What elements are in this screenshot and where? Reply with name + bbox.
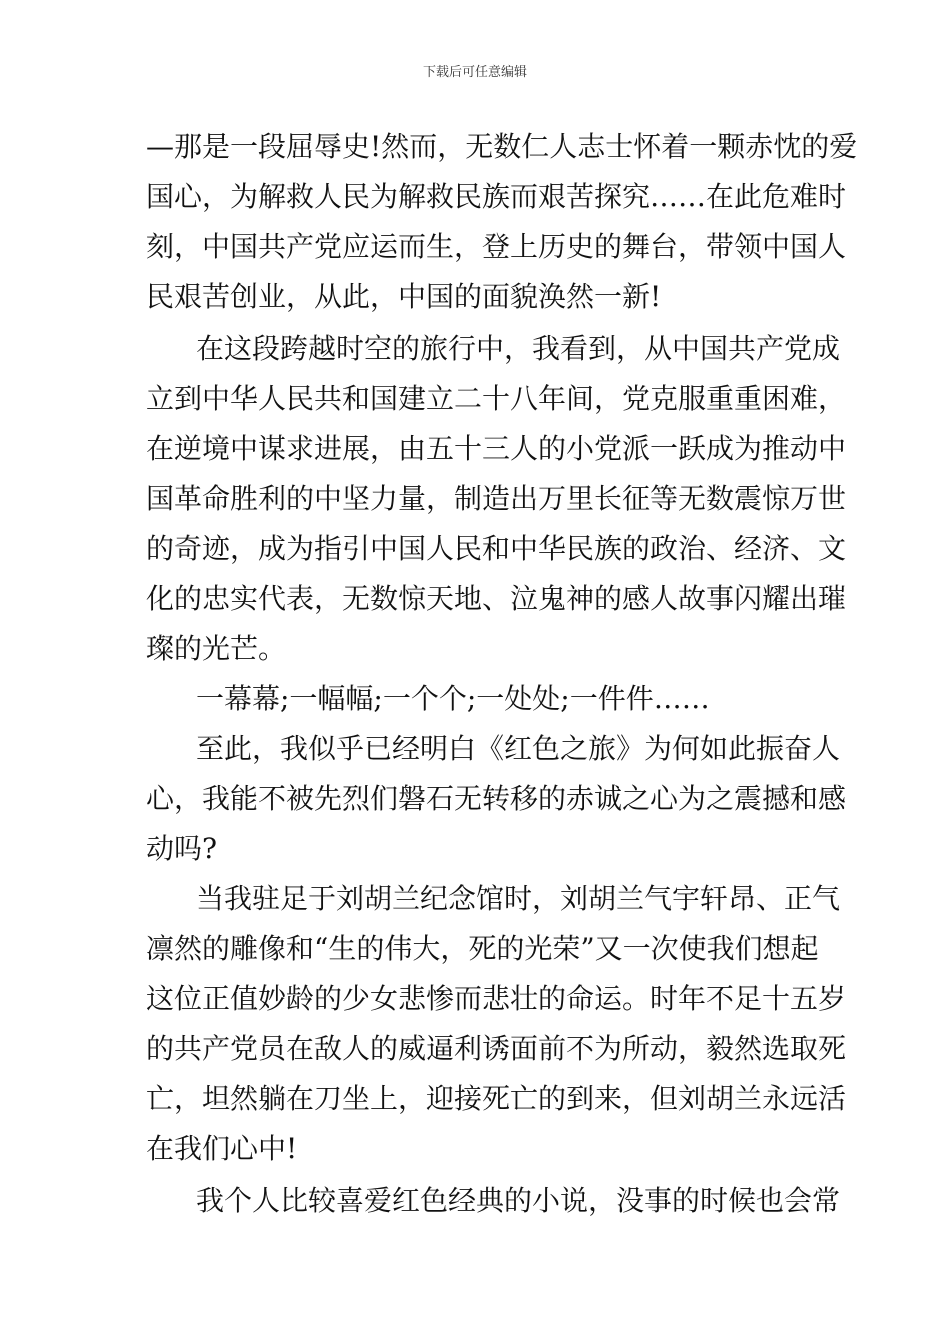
page-header: 下载后可任意编辑 (422, 65, 527, 80)
text-line: 一幕幕;一幅幅;一个个;一处处;一件件…… (196, 682, 710, 715)
text-line: 亡，坦然躺在刀坐上，迎接死亡的到来，但刘胡兰永远活 (146, 1082, 847, 1115)
text-line: 立到中华人民共和国建立二十八年间，党克服重重困难， (146, 382, 847, 415)
text-line: —那是一段屈辱史!然而，无数仁人志士怀着一颗赤忱的爱 (146, 130, 858, 163)
text-line: 国革命胜利的中坚力量，制造出万里长征等无数震惊万世 (146, 482, 847, 515)
text-line: 动吗? (146, 832, 218, 865)
text-line: 国心，为解救人民为解救民族而艰苦探究……在此危难时 (146, 180, 847, 213)
text-line: 刻，中国共产党应运而生，登上历史的舞台，带领中国人 (146, 230, 847, 263)
text-line: 在这段跨越时空的旅行中，我看到，从中国共产党成 (196, 332, 841, 365)
text-line: 在逆境中谋求进展，由五十三人的小党派一跃成为推动中 (146, 432, 847, 465)
text-line: 璨的光芒。 (146, 632, 287, 665)
text-line: 民艰苦创业，从此，中国的面貌涣然一新! (146, 280, 662, 313)
text-line: 我个人比较喜爱红色经典的小说，没事的时候也会常 (196, 1184, 841, 1217)
text-line: 至此，我似乎已经明白《红色之旅》为何如此振奋人 (196, 732, 841, 765)
text-line: 心，我能不被先烈们磐石无转移的赤诚之心为之震撼和感 (146, 782, 847, 815)
text-line: 化的忠实代表，无数惊天地、泣鬼神的感人故事闪耀出璀 (146, 582, 847, 615)
text-line: 的共产党员在敌人的威逼利诱面前不为所动，毅然选取死 (146, 1032, 847, 1065)
text-line: 这位正值妙龄的少女悲惨而悲壮的命运。时年不足十五岁 (146, 982, 847, 1015)
text-line: 当我驻足于刘胡兰纪念馆时，刘胡兰气宇轩昂、正气 (196, 882, 841, 915)
text-line: 凛然的雕像和“生的伟大，死的光荣”又一次使我们想起 (146, 932, 819, 965)
text-line: 在我们心中! (146, 1132, 298, 1165)
text-line: 的奇迹，成为指引中国人民和中华民族的政治、经济、文 (146, 532, 847, 565)
